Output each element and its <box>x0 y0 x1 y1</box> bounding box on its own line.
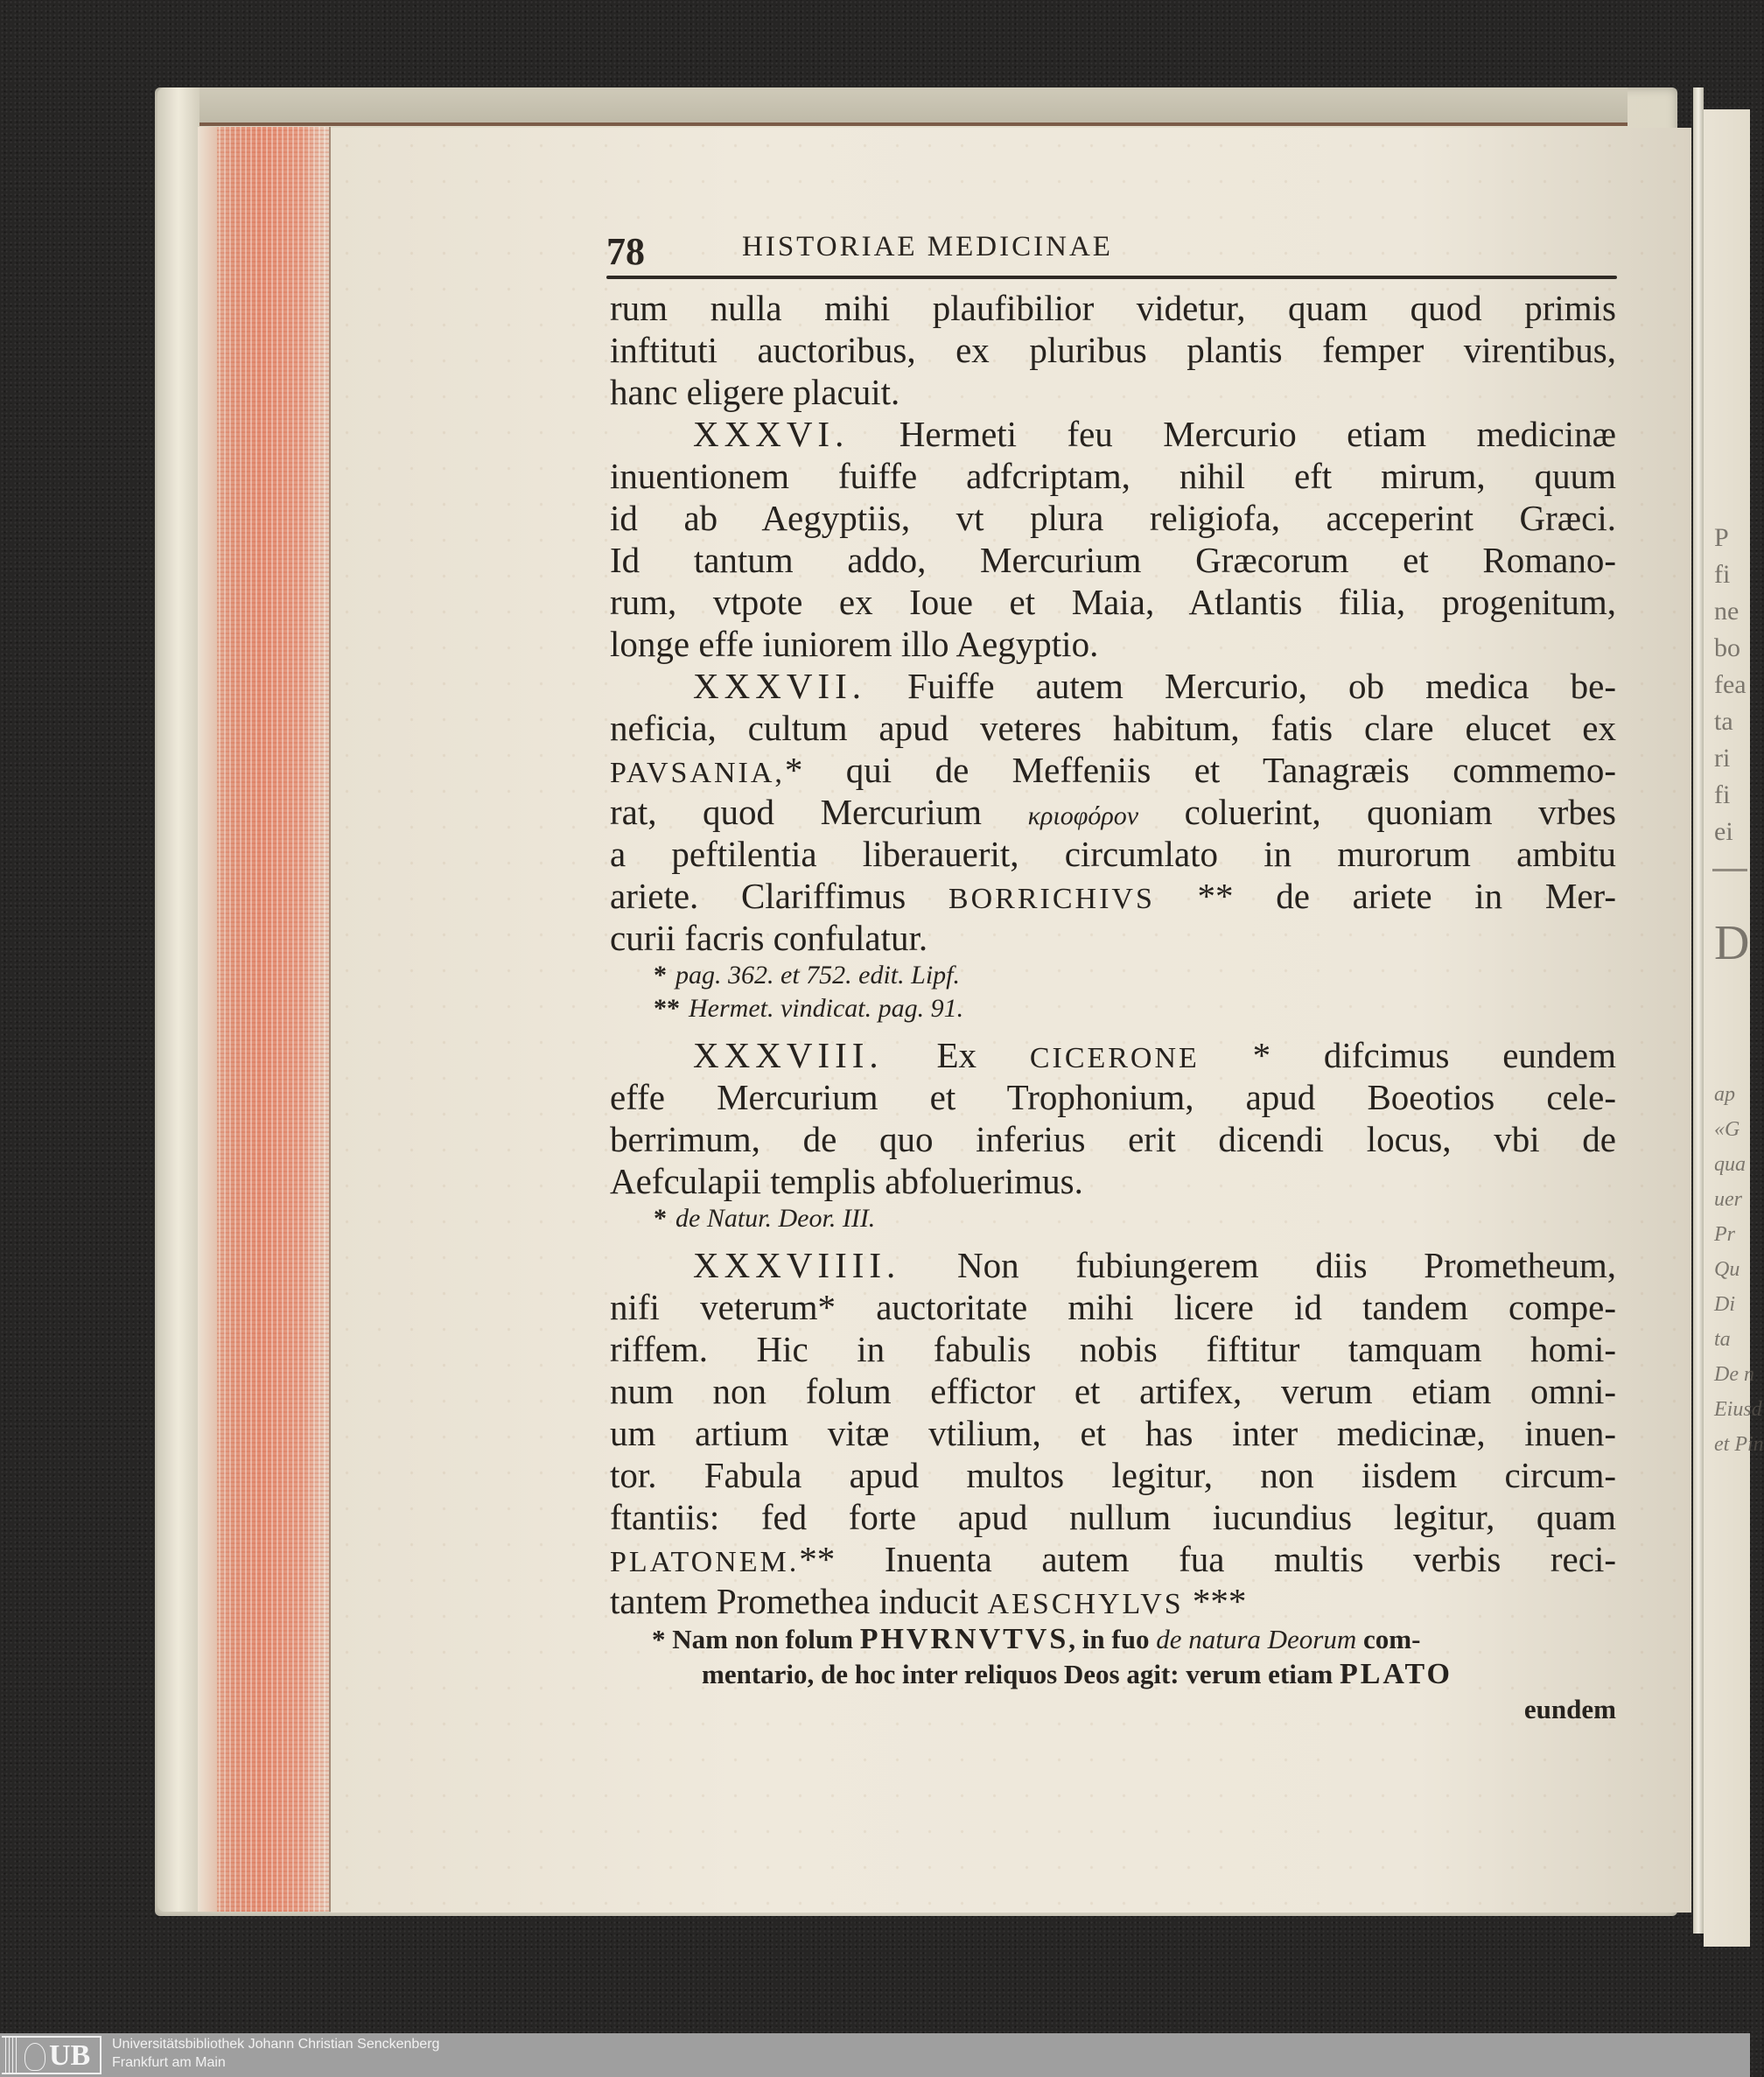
author-name: PAVSANIA, <box>610 757 785 789</box>
facing-italic-fragment: uer <box>1714 1188 1742 1211</box>
text-run: a peftilentia liberauerit, circumlato in murorum ambitu <box>610 834 1616 874</box>
text-line <box>610 497 1616 539</box>
greek-word: κριοφόρον <box>1027 801 1139 830</box>
footnote-text: mentario, de hoc inter reliquos Deos agit: verum etiam <box>702 1659 1340 1689</box>
library-city: Frankfurt am Main <box>112 2055 226 2070</box>
text-run: ariete. Clariffimus <box>610 876 948 916</box>
binding-top-edge <box>192 87 1628 126</box>
page-edges-highlight <box>198 127 217 1912</box>
text-run: Non fubiungerem diis Prometheum, <box>900 1245 1616 1285</box>
text-run: num non folum effictor et artifex, verum etiam omni- <box>610 1371 1616 1411</box>
text-run: *** <box>1183 1581 1247 1621</box>
text-run: nifi veterum* auctoritate mihi licere id tandem compe- <box>610 1287 1616 1327</box>
facing-italic-fragment: Eiusd <box>1714 1398 1762 1421</box>
section-xxxvi-xxxvii <box>610 287 1616 959</box>
facing-italic-fragment: qua <box>1714 1153 1746 1176</box>
text-run: rum, vtpote ex Ioue et Maia, Atlantis filia, progenitum, <box>610 582 1616 622</box>
footnote-line <box>610 1657 1616 1692</box>
text-line <box>610 1034 1616 1076</box>
text-run: hanc eligere placuit. <box>610 372 900 412</box>
author-name: AESCHYLVS <box>987 1588 1184 1620</box>
text-line <box>610 413 1616 455</box>
text-run: Fuiffe autem Mercurio, ob medica be- <box>866 666 1616 706</box>
text-line <box>610 1412 1616 1454</box>
section-numeral: XXXVIIII. <box>693 1245 901 1285</box>
text-line <box>610 1118 1616 1160</box>
text-run: rum nulla mihi plaufibilior videtur, quam quod primis <box>610 288 1616 328</box>
facing-text-fragment: P <box>1714 523 1729 552</box>
marginal-note <box>610 992 1616 1025</box>
running-head <box>606 229 1617 273</box>
text-line <box>610 1076 1616 1118</box>
marginal-notes-1 <box>610 959 1616 1025</box>
text-line <box>610 791 1616 833</box>
author-name: BORRICHIVS <box>948 883 1155 915</box>
facing-italic-fragment: De n <box>1714 1363 1754 1386</box>
text-line <box>610 665 1616 707</box>
marginal-notes-2 <box>610 1202 1616 1235</box>
facing-rule <box>1712 869 1747 871</box>
binding-left-edge <box>158 87 200 1912</box>
note-mark: * <box>654 961 667 990</box>
note-text: de Natur. Deor. III. <box>676 1204 876 1233</box>
footnote-line <box>610 1622 1616 1657</box>
red-page-edges <box>198 127 331 1912</box>
marginal-note <box>610 1202 1616 1235</box>
text-line <box>610 1328 1616 1370</box>
facing-text-fragment: ne <box>1714 597 1740 626</box>
text-line <box>610 1538 1616 1580</box>
text-run: ** Inuenta autem fua multis verbis reci- <box>799 1539 1616 1579</box>
footnote-text: com- <box>1356 1624 1421 1654</box>
text-line <box>610 1580 1616 1622</box>
text-line <box>610 917 1616 959</box>
facing-italic-fragment: ta <box>1714 1328 1731 1351</box>
text-run: riffem. Hic in fabulis nobis fiftitur tamquam homi- <box>610 1329 1616 1369</box>
page-number: 78 <box>606 230 645 273</box>
footnote-text: Nam non folum <box>672 1624 860 1654</box>
logo-text: UB <box>49 2039 91 2072</box>
section-numeral: XXXVI. <box>693 414 850 454</box>
note-mark: ** <box>654 994 680 1023</box>
text-line <box>610 1286 1616 1328</box>
text-run: berrimum, de quo inferius erit dicendi locus, vbi de <box>610 1119 1616 1159</box>
library-footer <box>0 2033 1750 2077</box>
text-line <box>610 1244 1616 1286</box>
facing-italic-fragment: Pr <box>1714 1223 1735 1246</box>
text-run: curii facris confulatur. <box>610 918 928 958</box>
text-line <box>610 581 1616 623</box>
note-text: pag. 362. et 752. edit. Lipf. <box>676 961 960 990</box>
footnote-text: , in fuo <box>1068 1624 1157 1654</box>
text-run: um artium vitæ vtilium, et has inter medicinæ, inuen- <box>610 1413 1616 1453</box>
text-run: tantem Promethea inducit <box>610 1581 988 1621</box>
gutter-edge <box>1693 87 1704 1934</box>
text-line <box>610 833 1616 875</box>
author-name: PLATONEM. <box>610 1546 800 1578</box>
section-xxxviiii <box>610 1244 1616 1622</box>
text-line <box>610 707 1616 749</box>
text-line <box>610 329 1616 371</box>
footnote-mark: * <box>652 1624 666 1654</box>
note-mark: * <box>654 1204 667 1233</box>
text-run: ** de ariete in Mer- <box>1154 876 1616 916</box>
text-run: Ex <box>883 1035 1030 1075</box>
text-run: neficia, cultum apud veteres habitum, fatis clare elucet ex <box>610 708 1616 748</box>
facing-page-fragment <box>1704 109 1764 1947</box>
text-run: Id tantum addo, Mercurium Græcorum et Romano- <box>610 540 1616 580</box>
text-line <box>610 875 1616 917</box>
marginal-note <box>610 959 1616 992</box>
text-run: Hermeti feu Mercurio etiam medicinæ <box>849 414 1616 454</box>
text-run: * qui de Meffeniis et Tanagræis commemo- <box>784 750 1616 790</box>
body-text <box>610 287 1616 1727</box>
facing-text-fragment: fi <box>1714 560 1731 589</box>
facing-text-fragment: ta <box>1714 707 1733 736</box>
text-run: coluerint, quoniam vrbes <box>1138 792 1616 832</box>
facing-text-fragment: ei <box>1714 817 1733 846</box>
text-line <box>610 287 1616 329</box>
text-run: * difcimus eundem <box>1199 1035 1616 1075</box>
facing-text-fragment: fea <box>1714 670 1746 699</box>
text-run: longe effe iuniorem illo Aegyptio. <box>610 624 1099 664</box>
text-run: inuentionem fuiffe adfcriptam, nihil eft mirum, quum <box>610 456 1616 496</box>
facing-italic-fragment: Qu <box>1714 1258 1740 1281</box>
logo-columns-icon <box>5 2038 18 2073</box>
running-title: HISTORIAE MEDICINAE <box>742 231 1113 262</box>
text-run: ftantiis: fed forte apud nullum iucundius legitur, quam <box>610 1497 1616 1537</box>
header-rule <box>606 276 1617 279</box>
footnotes <box>610 1622 1616 1727</box>
facing-text-fragment: fi <box>1714 780 1731 809</box>
facing-italic-fragment: ap <box>1714 1083 1735 1106</box>
note-text: Hermet. vindicat. pag. 91. <box>689 994 964 1023</box>
facing-italic-fragment: «G <box>1714 1118 1740 1141</box>
catchword: eundem <box>1523 1694 1616 1724</box>
facing-text-fragment: ri <box>1714 744 1731 773</box>
section-numeral: XXXVII. <box>693 666 866 706</box>
text-run: id ab Aegyptiis, vt plura religiofa, acceperint Græci. <box>610 498 1616 538</box>
author-name: CICERONE <box>1029 1042 1200 1074</box>
facing-italic-fragment: Di <box>1714 1293 1735 1316</box>
ub-logo <box>2 2036 102 2074</box>
facing-italic-fragment: et Pin <box>1714 1433 1764 1456</box>
library-name: Universitätsbibliothek Johann Christian Senckenberg <box>112 2037 440 2052</box>
text-line <box>610 1160 1616 1202</box>
text-run: tor. Fabula apud multos legitur, non iisdem circum- <box>610 1455 1616 1495</box>
text-run: rat, quod Mercurium <box>610 792 1028 832</box>
text-line <box>610 1454 1616 1496</box>
text-line <box>610 1370 1616 1412</box>
section-xxxviii <box>610 1034 1616 1202</box>
text-line <box>610 539 1616 581</box>
section-numeral: XXXVIII. <box>693 1035 884 1075</box>
text-run: effe Mercurium et Trophonium, apud Boeotios cele- <box>610 1077 1616 1117</box>
text-line <box>610 455 1616 497</box>
text-line <box>610 623 1616 665</box>
text-line <box>610 1496 1616 1538</box>
text-run: Aefculapii templis abfoluerimus. <box>610 1161 1083 1201</box>
facing-heading-fragment: D <box>1714 916 1750 970</box>
text-run: inftituti auctoribus, ex pluribus plantis femper virentibus, <box>610 330 1616 370</box>
facing-text-fragment: bo <box>1714 633 1740 662</box>
text-line <box>610 749 1616 791</box>
footnote-author: PHVRNVTVS <box>859 1623 1069 1655</box>
text-line <box>610 371 1616 413</box>
footnote-title: de natura Deorum <box>1156 1624 1357 1654</box>
footnote-author: PLATO <box>1339 1658 1452 1690</box>
portrait-icon <box>24 2043 46 2071</box>
